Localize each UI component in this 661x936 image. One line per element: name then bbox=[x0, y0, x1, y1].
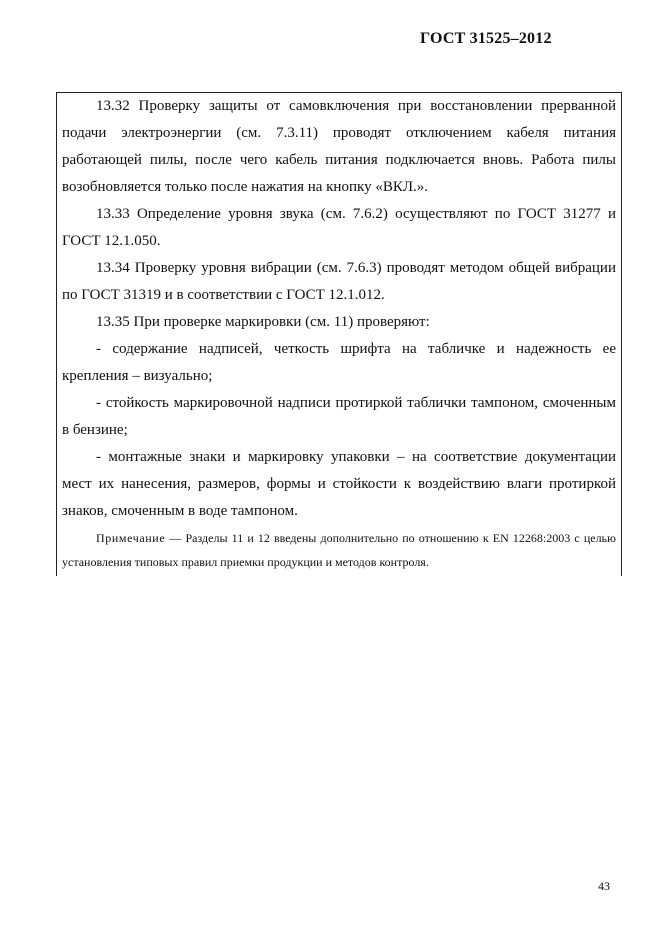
paragraph-13-32: 13.32 Проверку защиты от самовключения при восстановлении прерванной подачи электроэнергии (см. 7.3.11) проводят отключением кабеля питания работающей пилы, после чего кабель питания подключается вновь. Работа пилы возобновляется только после нажатия на кнопку «ВКЛ.». bbox=[62, 98, 616, 195]
frame-corner-left bbox=[56, 570, 57, 576]
paragraph-13-33: 13.33 Определение уровня звука (см. 7.6.2) осуществляют по ГОСТ 31277 и ГОСТ 12.1.050. bbox=[62, 206, 616, 249]
page-number: 43 bbox=[598, 879, 610, 893]
paragraph-13-34: 13.34 Проверку уровня вибрации (см. 7.6.3) проводят методом общей вибрации по ГОСТ 31319 и в соответствии с ГОСТ 12.1.012. bbox=[62, 260, 616, 303]
document-code-header: ГОСТ 31525–2012 bbox=[420, 30, 552, 47]
note-label: Примечание bbox=[96, 531, 166, 545]
note-text: — Разделы 11 и 12 введены дополнительно по отношению к EN 12268:2003 с целью установления типовых правил приемки продукции и методов контроля. bbox=[62, 531, 616, 569]
list-item-inscriptions: - содержание надписей, четкость шрифта на табличке и надежность ее крепления – визуально; bbox=[62, 341, 616, 384]
frame-corner-right bbox=[621, 570, 622, 576]
note-paragraph bbox=[62, 526, 616, 574]
list-item-packaging-marks: - монтажные знаки и маркировку упаковки – на соответствие документации мест их нанесения, размеров, формы и стойкости к воздействию влаги протиркой знаков, смоченным в воде тампоном. bbox=[62, 449, 616, 519]
body-text bbox=[62, 93, 616, 574]
content-frame bbox=[56, 92, 622, 570]
list-item-durability: - стойкость маркировочной надписи протиркой таблички тампоном, смоченным в бензине; bbox=[62, 395, 616, 438]
paragraph-13-35: 13.35 При проверке маркировки (см. 11) проверяют: bbox=[96, 314, 430, 330]
